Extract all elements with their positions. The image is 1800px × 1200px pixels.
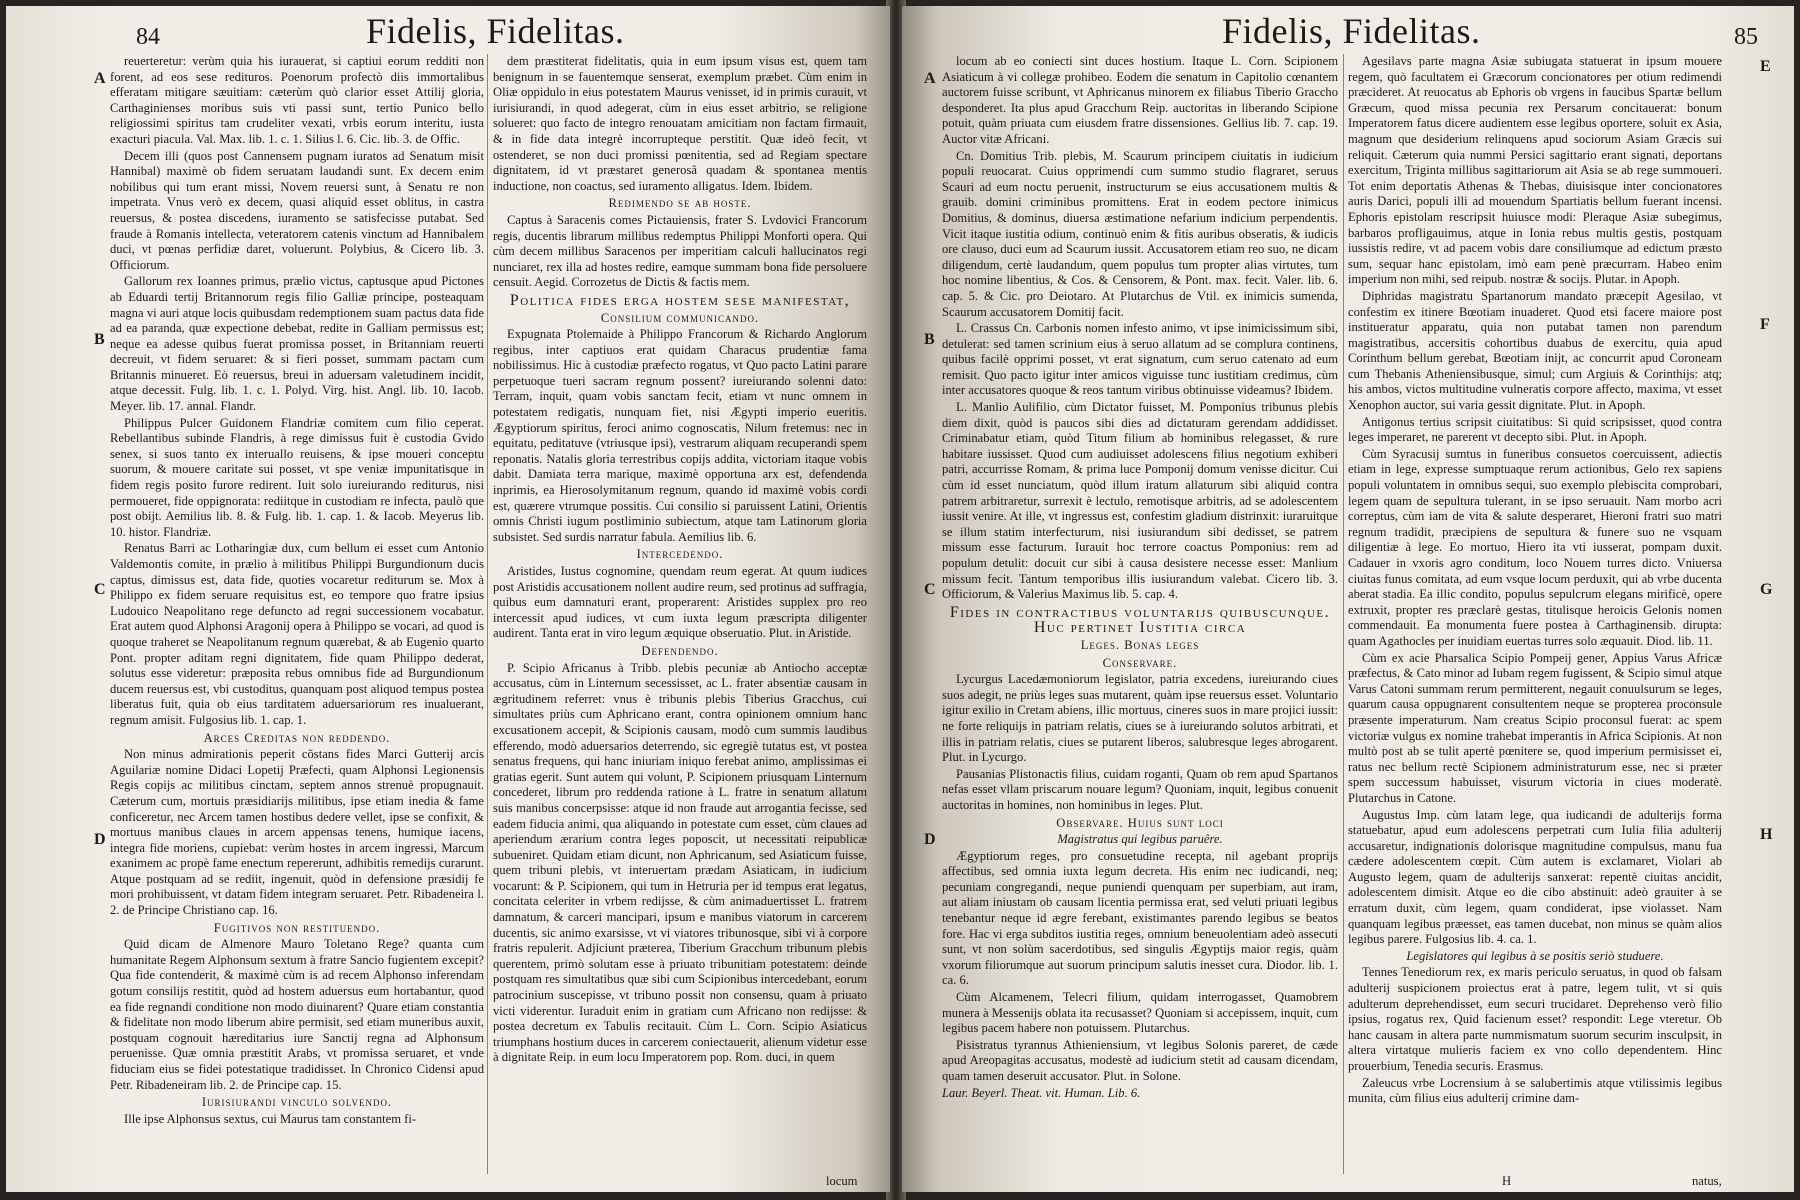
paragraph: dem præstiterat fidelitatis, quia in eum ipsum visus est, quem tam benignum in se fauentemque senserat, exemplum præbet. Cùm enim in Oliæ oppidulo in eius potestatem Maurus venisset, id in primis curauit, vt iurisiurandi, in quod adegerat, cùm in eius esset arbitrio, se religione solueret: quo facto de integro renouatam amicitiam non factam firmauit, & in fide data integrè incorrupteque perstitit. Quæ ideò fecit, vt ostenderet, se non duci promissi pœnitentia, sed ad Regiam spectare dignitatem, id vt præstaret generosâ quadam & spontanea mentis inductione, non coactus, sed iuramento alligatus. Idem. Ibidem. [493,54,867,193]
bibliographic-note: Laur. Beyerl. Theat. vit. Human. Lib. 6. [942,1085,1141,1100]
right-column-rule [1343,54,1344,1174]
right-running-head: Fidelis, Fidelitas. [1222,11,1481,51]
section-heading: Leges. Bonas leges [1080,637,1200,652]
left-page [6,6,890,1192]
paragraph: L. Crassus Cn. Carbonis nomen infesto animo, vt ipse inimicissimum sibi, detulerat: sed tamen scrinium eius à seruo allatum ad se complura continens, quibus facilè opprimi posset, vt erat signatum, cum seruo catenato ad eum remisit. Quo pacto igitur inter amicos viguisse tunc iustitiam credimus, cùm inter accusatores quoque & reos tantum viribus obtinuisse videamus? Ibidem. [942,321,1338,398]
right-outer-margin-letter-h: H [1760,826,1773,843]
left-column-2 [493,54,867,1067]
right-outer-margin-letter-f: F [1760,316,1770,333]
paragraph: Non minus admirationis peperit cõstans fides Marci Gutterij arcis Aguilariæ nomine Didaci Lopetij Præfecti, quam Alphonsi Legionensis Regis copijs ac militibus cinctam, septem annos strenuè propugnauit. Cæterum cum, mortuis præsidiarijs militibus, ipse etiam inedia & fame conficeretur, nec Arcem tamen hostibus dedere vellet, ipse se confixit, & mortuus manibus claues in arcem appensas tenens, humique iacens, integra fide moriens, cupiebat: verùm hostes in arcem ingressi, Marcum exanimem ac propè fame enectum repererunt, adhibitis remedijs curarunt. Atque postquam ad se rediit, ingenuit, quòd in defensione præsidij fe mori prohibuissent, vt datam fidem integram seruaret. Petr. Ribadeneira l. 2. de Principe Christiano cap. 16. [110,747,484,918]
section-heading: Iurisiurandi vinculo solvendo. [201,1095,393,1110]
paragraph: Ille ipse Alphonsus sextus, cui Maurus tam constantem fi- [124,1111,417,1126]
right-column-1 [942,54,1338,1102]
right-page-number: 85 [1734,24,1758,50]
paragraph: Gallorum rex Ioannes primus, prælio victus, captusque apud Pictones ab Eduardi tertij Britannorum regis filio Galliæ principe, posteaquam magna vi auri atque locis quibusdam redemptionem suam pactus data fide ad ea paranda, quæ expectione debebat, redite in Galliam permissus est; neque ea adesse quibus fuerat promissa posset, in Britanniam reuerti decreuit, vt fidem seruaret: & si fieri posset, summam pactam cum Britannis minueret. Eò reuersus, breui in aduersam valetudinem incidit, atque decessit. Fulg. lib. 1. c. 1. Polyd. Virg. hist. Angl. lib. 10. Iacob. Meyer. lib. 17. annal. Flandr. [110,274,484,414]
paragraph: Augustus Imp. cùm latam lege, qua iudicandi de adulterijs forma statuebatur, apud eum adolescens perpetrati cum Iulia filia adulterij accusaretur, indignationis dolorisque magnitudine compulsus, manu fua cædere adolescentem cœpit. Cùm autem is exclamaret, Violari ab Augusto legem, quam de adulterijs sanxerat: repentè ciuitas ancidit, adolescentem dimisit. Atque eo die cibo abstinuit: adeò grauiter à se erratum duxit, cùm legem, quam condiderat, ipse violasset. Nam quanquam legibus præesset, eas tamen ducebat, non minus se quàm alios legibus parere. Fulgosius lib. 4. ca. 1. [1348,807,1722,947]
sub-heading: Magistratus qui legibus paruêre. [1057,832,1223,847]
section-heading: Arces Creditas non reddendo. [203,730,391,745]
paragraph: reuerteretur: verùm quia his iurauerat, si captiui eorum redditi non forent, ad eos sese redituros. Poenorum profectò diis immortalibus efferatam mitigare sæuitiam: cæterùm quò clarior esset Attilij gloria, Carthaginienses moribus suis vti passi sunt, tertio Punico bello religiossimi spiritus tam crudeliter vexati, vrbis eorum interitu, iusta exacturi piacula. Val. Max. lib. 1. c. 1. Silius l. 6. Cic. lib. 3. de Offic. [110,54,484,146]
left-column-rule [487,54,488,1174]
section-heading: Conservare. [1102,655,1178,670]
right-column-2 [1348,54,1722,1108]
section-heading: Intercedendo. [636,547,724,562]
paragraph: Aristides, Iustus cognomine, quendam reum egerat. At quum iudices post Aristidis accusationem nollent audire reum, sed protinus ad suffragia, quibus eum damnaturi erant, properarent: Aristides supplex pro reo intercessit apud iudices, vt cum iuxta legum præscripta diligenter audirent. Tanta erat in viro legum æquique obseruatio. Plut. in Aristide. [493,564,867,641]
right-catchword: natus, [1692,1174,1722,1188]
paragraph: L. Manlio Aulifilio, cùm Dictator fuisset, M. Pomponius tribunus plebis diem dixit, quòd is paucos sibi dies ad dictaturam gerendam addidisset. Criminabatur etiam, quòd Titum filium ab hominibus relegasset, & rure habitare iussisset. Quod cum audiuisset adolescens filius negotium exhiberi patri, accurrisse Romam, & prima luce Pomponij domum venisse dicitur. Cui cùm id esset nunciatum, quòd illum iratum allaturum sibi aliquid contra patrem arbitraretur, surrexit è lectulo, remotisque arbitris, ad se adolescentem iussit venire. At ille, vt ingressus est, confestim gladium distrinxit: iuraruitque se illum statim interfecturum, nisi iusiurandum sibi dedisset, se patrem missum esse facturum. Iurauit hoc terrore coactus Pomponius: rem ad populum detulit: docuit cur sibi à causa desistere necesse esset: Manlium missum fecit. Tantum temporibus illis iusiurandum valebat. Cicero lib. 3. Officiorum, & Valerius Maximus lib. 5. cap. 4. [942,400,1338,602]
sub-heading: Legislatores qui legibus à se positis seriò studuere. [1406,948,1664,963]
left-margin-letter-c: C [94,581,106,598]
paragraph: P. Scipio Africanus à Tribb. plebis pecuniæ ab Antiocho acceptæ accusatus, cùm in Linternum secessisset, ac L. frater absentiæ causam in ægritudinem referret: vnus è tribunis plebis Tiberius Gracchus, cui simultates priùs cum Aphricano erant, contra opinionem omnium hanc excusationem accepit, & Scipionis causam, modò cum summis laudibus efferendo, modò aduersarios deterrendo, sic egregiè tutatus est, vt postea senatus frequens, qui hanc iniuriam iniquo ferebat animo, amplissimas ei gratias egerit. Sunt autem qui volunt, P. Scipionem priusquam Linternum concederet, librum pro reddenda ratione à L. fratre in senatum allatum suis manibus concerpsisse: atque id non fraude aut arrogantia fecisse, sed eadem fiducia animi, qua aliquando in potestate cum esset, cùm claues ad aperiendum ærarium contra leges poposcit, ut necessitati reipublicæ subueniret. Quidam etiam dicunt, non Aphricanum, sed Asiaticum fuisse, quem tribuni plebis, vt interuertam prædam Asiaticam, in iudicium vocarunt: & P. Scipionem, qui tum in Hetruria per id tempus erat legatus, concitata celeriter in vrbem redijsse, & cùm animaduertisset L. fratrem damnatum, & carceri mancipari, ipsum e manibus viatorum in carcerem ducentis, sic animo exarsisse, vt vi viatores tribunosque, sibi vi à corpore fratris repulerit. Adjiciunt præterea, Tiberium Gracchum tribunum plebis querentem, primò solutam esse à priuato tribunitiam potestatem: deinde postquam res simultatibus quæ sibi cum Scipionibus intercedebant, eorum patrocinium suscepisse, vt tribuno possit non consensu, quam à priuato victi viderentur. Iuraduit enim in gratiam cum Africano non redijsse: & postea decretum ex Tabulis recitauit. Cùm L. Corn. Scipio Asiaticus triumphans hostium duces in carcerem coniectauerit, alienum videtur esse à dignitate Reip. in eum locu Imperatorem pop. Rom. duci, in quem [493,660,867,1065]
right-outer-margin-letter-e: E [1760,58,1771,75]
right-catchword-signature: H [1502,1174,1512,1188]
paragraph: Quid dicam de Almenore Mauro Toletano Rege? quanta cum humanitate Regem Alphonsum sextum à fratre Sancio fugientem excepit? Qua fide contenderit, & maximè cùm is ad recem Alphonso inferendam gotum consilijs restitit, quòd ad hostem aduersus eum hortabantur, quod ea fide regnandi conditione non modo diuinarent? Quare etiam constantia & fidelitate non modo liberum abire permisit, sed etiam muneribus auxit, postquam cognouit hæreditarius iure Sanctij regna ad Alphonsum peruenisse. Quæ omnia præstitit Arabs, vt promissa seruaret, et vnde fiduciam eius se fidei potestatique tradidisset. In Chronico Cidensi apud Petr. Ribadeneiram lib. 2. de Principe cap. 15. [110,937,484,1092]
paragraph: Zaleucus vrbe Locrensium à se salubertimis atque vtilissimis legibus munita, cùm filius eius adulterij crimine dam- [1348,1075,1722,1106]
paragraph: Pausanias Plistonactis filius, cuidam roganti, Quam ob rem apud Spartanos nefas esset vllam priscarum nouare legum? Quoniam, inquit, legibus conuenit auctoritas in homines, non hominibus in leges. Plut. [942,766,1338,812]
paragraph: Agesilavs parte magna Asiæ subiugata statuerat in ipsum mouere regem, quò facultatem ei Græcorum concionatores per otium redimendi præcideret. At reuocatus ab Ephoris ob vrgens in faucibus Spartæ bellum Græcum, quod missa pecunia rex Persarum concitauerat: bonum Imperatorem fatus dicere audientem esse legibus oportere, soluit ex Asia, magnum que desiderium relinquens apud sociorum Asiam Græcis sui reliquit. Cæterum quia nummi Persici sagittario erant signati, deportans exercitum, Triginta millibus sagittariorum ait Asia se ab rege summoueri. Tot enim deportatis Athenas & Thebas, diuisisque inter concionatores auris Darici, populi illi ad mouendum Spartiatis bellum fuerant incensi. Ephoris epistolam rescripsit huiusce modi: Pleraque Asiæ subegimus, barbaros profligauimus, atque in Ionia rebus multis gestis, postquam iussistis redire, vt ad pacem vobis dare consiliumque ad edictum præsto sum, sequar hanc epistolam, imò eam penè præcurram. Habeo enim imperium non mihi, sed reipub. nostræ & socijs. Plutar. in Apoph. [1348,54,1722,287]
left-column-1 [110,54,484,1128]
paragraph: Cùm Alcamenem, Telecri filium, quidam interrogasset, Quamobrem munera à Messenijs oblata ita recusasset? Quoniam si accepissem, inquit, cum legibus pacem habere non potuissem. Plutarchus. [942,990,1338,1036]
paragraph: Lycurgus Lacedæmoniorum legislator, patria excedens, iureiurando ciues suos adegit, ne priùs leges suas mutarent, quàm ipse reuersus esset. Voluntario igitur exilio in Cretam abiens, illic mortuus, cineres suos in mare projici iussit: ne forte reliquijs in patriam relatis, ciues se à iureiurando solutos arbitrati, et illis in patriam relatis, ciues se putarent liberos, salubresque leges abrogarent. Plut. in Lycurgo. [942,672,1338,765]
paragraph: locum ab eo coniecti sint duces hostium. Itaque L. Corn. Scipionem Asiaticum à vi collegæ prohibeo. Eodem die senatum in Capitolio cœnantem auctorem fuisse scribunt, vt Aphricanus minorem ex filiabus Tiberio Graccho desponderet. Ita plus apud Gracchum Reip. auctoritas in liberando Scipione potuit, quàm priuata cum eiusdem fratre dissensiones. Gellius lib. 7. cap. 19. Auctor vitæ Africani. [942,54,1338,146]
left-page-number: 84 [136,24,160,50]
paragraph: Decem illi (quos post Cannensem pugnam iuratos ad Senatum misit Hannibal) maximè ob fidem seruatam laudandi sunt. Ex decem enim nobilibus qui tum erant missi, Novem reuersi sunt, à Senatu re non impetrata. Vnus verò ex decem, quasi aliquid esset oblitus, in castra reuersus, & postea discedens, iuramento se satisfecisse putabat. Sed fraude à Romanis intellecta, veteratorem catenis vinctum ad Hannibalem duci, vt pœnas perfidiæ daret, voluerunt. Polybius, & Cicero lib. 3. Officiorum. [110,148,484,272]
section-heading: Fides in contractibus voluntarijs quibuscunque. Huc pertinet Iustitia circa [949,603,1331,637]
paragraph: Cn. Domitius Trib. plebis, M. Scaurum principem ciuitatis in iudicium populi reuocarat. Cuius opprimendi cum summo studio flagraret, seruus Scauri ad eum noctu peruenit, instructurum se eius accusationem multis & grauib. domini criminibus promittens. Erat in eodem pectore inimicus Domitius, & dominus, diuersa æstimatione nefarium indicium perpendentis. Vicit itaque iustitia odium, continuò enim & fitis auribus obseratis, & iudicis ore clauso, duci eum ad Scaurum iussit. Accusatorem etiam reo suo, ne dicam diligendum, certè laudandum, quem populus tum propter alias virtutes, tum hoc nomine libentius, & Cos. & Censorem, & Pont. max. fecit. Valer. lib. 6. cap. 5. & Cic. pro Deiotaro. At Plutarchus de Vtil. ex inimicis sumenda, Scaurum accusatorem Domitij facit. [942,148,1338,319]
right-inner-margin-letter-a: A [924,70,936,87]
left-margin-letter-d: D [94,831,106,848]
right-page [902,6,1794,1192]
paragraph: Philippus Pulcer Guidonem Flandriæ comitem cum filio ceperat. Rebellantibus subinde Flandris, à rege dimissus fuit è custodia Gvido senex, si suos tanto ex interuallo reuisens, & ipse moueri conceptu suorum, & mouere caritate sui posset, vt spe veniæ impunitatisque in fidem regis posito furore redirent. Iuit solo iureiurando rediturus, nisi permoueret, fide oppignorata: rediitque in custodiam re infecta, paulò que post obijt. Aemilius lib. 8. & Fulg. lib. 1. cap. 1. & Iacob. Meyerus lib. 10. histor. Flandriæ. [110,415,484,539]
right-inner-margin-letter-b: B [924,331,935,348]
paragraph: Tennes Tenediorum rex, ex maris periculo seruatus, in quod ob falsam adulterij suspicionem proiectus erat à patre, legem tulit, vt si quis adulterum deprehendisset, eum securi trucidaret. Deprehenso verò filio ipsius, rogatus rex, Quid facienum esset? respondit: Lege vteretur. Ob hanc causam in altera parte nummismatum suorum securim insculpsit, in altera virtatque mulieris faciem ex vno collo dependentem. Hinc prouerbium, Tenedia securis. Erasmus. [1348,965,1722,1073]
paragraph: Cùm Syracusij sumtus in funeribus consuetos coercuissent, adiectis etiam in lege, expresse sumptuaque rerum actionibus, Gelo rex sapiens populi voluntatem in omnibus sequi, suo exemplo plebiscita comprobari, legem quam de sepultura tulerant, in se ipso seruauit. Nam morbo acri correptus, cùm iam de vita & salute desperaret, Hieroni fratri suo matri regnum tradidit, præcipiens de sepultura & funere suo ne vsquam diligentiæ à lege. Eo mortuo, Hiero ita vti iusserat, pompam duxit. Cadauer in vxoris agro conditum, loco Nouem turres dicto. Vniuersa ciuitas funus comitata, ad eum vsque locum perduxit, qui ab vrbe ducenta aberat stadia. Ea illic condito, populus sepulcrum elegans mirificè, opere extruxit, propter res præclarè gestas, titulisque heroicis Gelonis nomen commendauit. Ea monumenta fuere postea à Carthaginensib. dirupta: quam Agathocles per inuidiam euertas turres solo æquauit. Diod. lib. 11. [1348,446,1722,648]
section-heading: Redimendo se ab hoste. [608,196,752,211]
section-heading: Consilium communicando. [600,310,760,325]
paragraph: Renatus Barri ac Lotharingiæ dux, cum bellum ei esset cum Antonio Valdemontis comite, in prælio à militibus Philippi Burgundionum ducis captus, dimissus est, data fide, quoties vocaretur rediturum se. Mox à Philippo ex fidem seruare requisitus est, eo tempore quo fratre ipsius Ludouico Neapolitano rege defuncto ad regni successionem vocabatur. Erat autem quod Alphonsi Aragonij opera à Philippo se vocari, ad quod is quoque traheret se Neapolitanum regnum quærebat, & ab Eugenio quarto Pont. propter aditam regni dignitatem, fide quam Philippo dederat, solutus esse videretur: præposita rebus omnibus fide ad Burgundionum ducem reuersus est, vbi custoditus, quanquam post aliquod tempus postea liberatus fuit, quia ob eius tarditatem aduersariorum res inualuerant, regnum amisit. Fulgosius lib. 1. cap. 1. [110,541,484,727]
left-margin-letter-a: A [94,70,106,87]
paragraph: Diphridas magistratu Spartanorum mandato præcepit Agesilao, vt confestim ex itinere Bœotiam inuaderet. Quod etsi facere maiore post institueratur apparatu, quia non putabat tamen non parendum magistratibus, accersitis cohortibus duabus de exercitu, quia apud Corinthum bellum gerebat, Bœotiam inijt, ac concurrit apud Coroneam cum Thebanis Atheniensibusque, simul; cum Argiuis & Corinthijs: atq; his ambos, victos multitudine vulneratis corpore affecto, maxima, vt esset Xenophon auctor, sui varia gessit dignitate. Plut. in Apoph. [1348,288,1722,413]
left-catchword: locum [826,1174,858,1188]
section-heading: Defendendo. [641,643,719,658]
right-inner-margin-letter-c: C [924,581,936,598]
paragraph: Antigonus tertius scripsit ciuitatibus: Si quid scripsisset, quod contra leges imperaret, ne parerent vt decepto sibi. Plut. in Apoph. [1348,414,1722,445]
paragraph: Captus à Saracenis comes Pictauiensis, frater S. Lvdovici Francorum regis, ducentis librarum millibus redemptus Philippi Monforti opera. Qui cùm decem millibus Saracenos per imperitiam calculi hallucinatos regi nunciaret, rex illa ad hostes redire, eamque summam bona fide persoluere censuit. Aegid. Corrozetus de Dictis & factis mem. [493,212,867,290]
paragraph: Expugnata Ptolemaide à Philippo Francorum & Richardo Anglorum regibus, inter captiuos erat quidam Characus prudentiæ fama nobilissimus. Hic à custodiæ præfecto rogatus, vt Quo pacto Latini parare perpetuoque tueri sacram regnum possent? iureiurando solenni dato: Terram, inquit, quam vobis sanctam fecit, etiam vt nunc omnem in potestatem redigatis, nunquam fiet, nisi Ægypti imperio eueritis. Ægyptiorum spiritus, feroci animo cognoscatis, Nilum fretemus: nec in equitatu, peditatuve (vtriusque ipsi), vestrarum aliquam recuperandi spem reponatis. Natalis gloria terrestribus copijs addita, victoriam itaque vobis dabit. Damiata terra marique, maximè opportuna arx est, defendenda inprimis, ea Hierosolymitanum regnum, quando id maximè vobis cordi est, quærere vtrumque possitis. Cui consilio si paruissent Latini, Orientis omnis Christi iugum postliminio subiectum, atque tam Latinorum gloria subsistet. Sed surdis narratur fabula. Aemilius lib. 6. [493,327,867,544]
right-outer-margin-letter-g: G [1760,581,1773,598]
paragraph: Pisistratus tyrannus Athieniensium, vt legibus Solonis pareret, de cæde apud Areopagitas accusatus, modestè ad iudicium stetit ad causam dicendam, quam tamen deseruit accusator. Plut. in Solone. [942,1037,1338,1083]
paragraph: Ægyptiorum reges, pro consuetudine recepta, nil agebant proprijs affectibus, sed omnia iuxta legum decreta. His enim nec iudicandi, neq; pecuniam congregandi, neque puniendi quenquam per superbiam, aut iram, aut aliam iniustam ob causam licentia permissa erat, sed veluti priuati legibus tenebantur neque id ægre ferebant, existimantes parendo legibus se beatos fore. Hac vi erga subditos iustitia reges, omnium beneuolentiam adeò assecuti sunt, vt non solùm sacerdotibus, sed singulis Ægyptijs maior regis, quàm vxorum filiorumque aut suorum principum salutis inesset cura. Diodor. lib. 1. ca. 6. [942,848,1338,988]
section-heading: Fugitivos non restituendo. [213,920,381,935]
paragraph: Cùm ex acie Pharsalica Scipio Pompeij gener, Appius Varus Africæ præfectus, & Cato minor ad Iubam regem fugissent, & Scipio simul atque Varus Catoni summam rerum permitterent, negauit conuulsurum se leges, quarum causa oppugnarent consultentem neque se propterea proconsule præsente imperaturum. Nam creatus Scipio proconsul fuerat: ac spem victoriæ vulgus ex nomine trahebat imperantis in Africa Scipionis. At non multò post ab se tulit apertè pœnitere se, quod imperium permisisset ei, ratus nec bellum rectè Scipionem administraturum esse, nec si præter spem successum habuisset, visurum victoria in ciues moderatè. Plutarchus in Catone. [1348,650,1722,805]
left-margin-letter-b: B [94,331,105,348]
left-running-head: Fidelis, Fidelitas. [366,11,625,51]
section-heading: Politica fides erga hostem sese manifestat, [509,291,851,309]
right-inner-margin-letter-d: D [924,831,936,848]
section-heading: Observare. Huius sunt loci [1056,815,1224,830]
